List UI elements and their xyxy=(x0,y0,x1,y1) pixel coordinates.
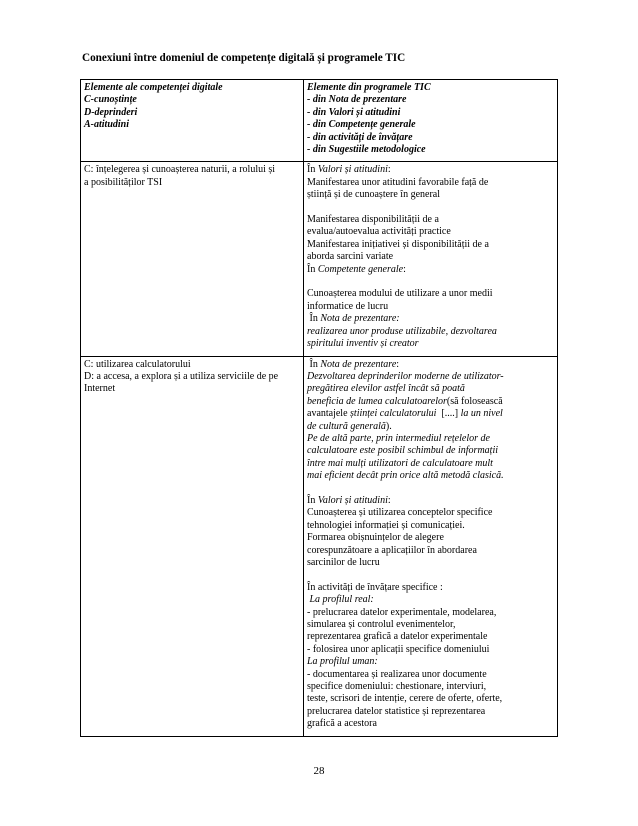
row1-text-line: Manifestarea inițiativei și disponibilității de a xyxy=(307,238,489,250)
row2-text-line: tehnologiei informației și comunicației. xyxy=(307,519,465,531)
header-right-cell xyxy=(304,80,558,162)
row1-left-line: a posibilităților TSI xyxy=(84,176,163,188)
row2-profile-real-label: La profilul real: xyxy=(307,594,374,606)
row2-values-heading: În Valori și atitudini: xyxy=(307,494,391,506)
row2-text-line: sarcinilor de lucru xyxy=(307,556,380,568)
row2-text-line: - prelucrarea datelor experimentale, modelarea, xyxy=(307,606,497,618)
header-right-line: Elemente din programele TIC xyxy=(307,82,431,93)
row1-values-heading: În Valori și atitudini: xyxy=(307,164,391,176)
row2-italic-line: pregătirea elevilor astfel încât să poată xyxy=(307,383,465,395)
row2-right-cell xyxy=(304,356,558,736)
row1-right-cell xyxy=(304,162,558,356)
header-left-line: Elemente ale competenței digitale xyxy=(84,82,223,93)
competence-table xyxy=(80,79,558,737)
document-title: Conexiuni între domeniul de competențe digitală și programele TIC xyxy=(82,52,406,64)
table-row xyxy=(81,356,558,736)
row2-text-line: Formarea obișnuințelor de alegere xyxy=(307,532,444,544)
row2-mixed-line: de cultură generală). xyxy=(307,420,392,432)
header-left-cell xyxy=(81,80,304,162)
row2-text-line: reprezentarea grafică a datelor experimentale xyxy=(307,631,488,643)
row2-italic-line: mai eficient decât prin orice altă metodă clasică. xyxy=(307,470,504,482)
row1-italic-line: realizarea unor produse utilizabile, dezvoltarea xyxy=(307,325,497,337)
row2-italic-line: Dezvoltarea deprinderilor moderne de utilizator- xyxy=(307,370,504,382)
row2-text-line: teste, scrisori de intenție, cerere de oferte, oferte, xyxy=(307,693,503,705)
row1-left-cell xyxy=(81,162,304,356)
row1-text-line: știință și de cunoaștere în general xyxy=(307,189,441,201)
table-header-row xyxy=(81,80,558,162)
row2-italic-line: între mai mulți utilizatori de calculatoare mult xyxy=(307,457,493,469)
row1-text-line: Manifestarea disponibilității de a xyxy=(307,214,439,226)
row1-left-line: C: înțelegerea și cunoașterea naturii, a rolului și xyxy=(84,164,276,176)
row2-mixed-line: beneficia de lumea calculatoarelor(să folosească xyxy=(307,395,503,407)
row2-text-line: specifice domeniului: chestionare, interviuri, xyxy=(307,681,487,693)
row1-italic-line: spiritului inventiv și creator xyxy=(307,338,419,350)
row2-left-line: Internet xyxy=(84,383,116,395)
row1-text-line: Manifestarea unor atitudini favorabile față de xyxy=(307,176,489,188)
row2-text-line: grafică a acestora xyxy=(307,718,377,730)
row2-text-line: corespunzătoare a aplicațiilor în abordarea xyxy=(307,544,477,556)
row2-text-line: simularea și controlul evenimentelor, xyxy=(307,619,456,630)
row2-left-line: C: utilizarea calculatorului xyxy=(84,358,191,370)
row2-mixed-line: avantajele științei calculatorului [....] la un nivel xyxy=(307,408,503,420)
row1-text-line: aborda sarcini variate xyxy=(307,251,394,263)
header-right-line: - din Valori și atitudini xyxy=(307,106,401,118)
row1-text-line: evalua/autoevalua activități practice xyxy=(307,226,451,238)
page-number: 28 xyxy=(313,765,325,777)
row2-text-line: - documentarea și realizarea unor documente xyxy=(307,668,487,680)
row2-left-line: D: a accesa, a explora și a utiliza serviciile de pe xyxy=(84,370,279,382)
row2-text-line: prelucrarea datelor statistice și reprezentarea xyxy=(307,705,486,717)
row2-italic-line: Pe de altă parte, prin intermediul rețelelor de xyxy=(307,432,490,444)
table-row xyxy=(81,162,558,356)
row1-text-line: Cunoașterea modului de utilizare a unor medii xyxy=(307,288,493,300)
header-right-line: - din activități de învățare xyxy=(307,131,413,143)
header-left-line: C-cunoștințe xyxy=(84,94,137,106)
header-right-line: - din Competențe generale xyxy=(307,119,416,131)
row2-profile-human-label: La profilul uman: xyxy=(307,656,378,668)
row1-competences-heading: În Competente generale: xyxy=(307,263,406,275)
row2-text-line: - folosirea unor aplicații specifice domeniului xyxy=(307,643,490,655)
row2-italic-line: calculatoare este posibil schimbul de informații xyxy=(307,445,498,457)
header-right-line: - din Nota de prezentare xyxy=(307,94,407,106)
row2-text-line: Cunoașterea și utilizarea conceptelor specifice xyxy=(307,507,493,519)
row2-left-cell xyxy=(81,356,304,736)
row1-text-line: informatice de lucru xyxy=(307,300,389,312)
header-left-line: A-atitudini xyxy=(84,119,130,131)
row2-activities-heading: În activități de învățare specifice : xyxy=(307,581,443,593)
row2-note-heading: În Nota de prezentare: xyxy=(307,358,400,370)
header-left-line: D-deprinderi xyxy=(84,106,138,118)
row1-note-heading: În Nota de prezentare: xyxy=(307,313,400,325)
header-right-line: - din Sugestiile metodologice xyxy=(307,144,426,156)
